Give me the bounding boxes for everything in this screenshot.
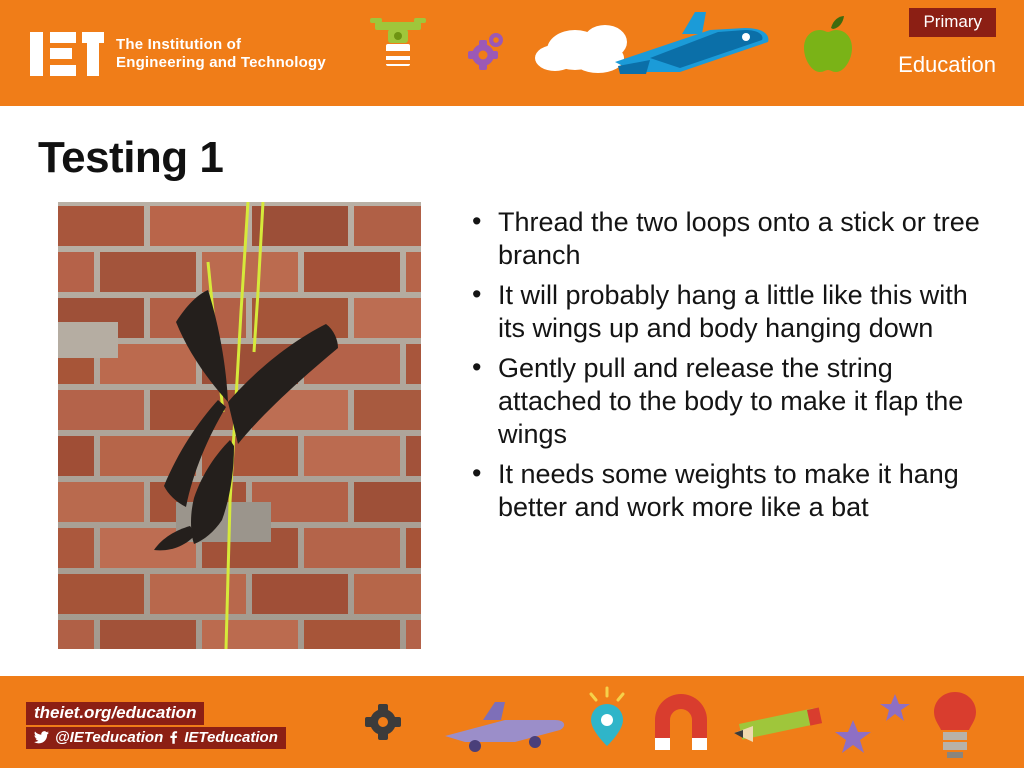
list-item: • It needs some weights to make it hang better and work more like a bat	[466, 458, 986, 524]
list-item: • Gently pull and release the string attached to the body to make it flap the wings	[466, 352, 986, 451]
header-illustration-group	[350, 0, 870, 106]
logo-letter-i	[30, 32, 43, 76]
gear-icon	[365, 704, 401, 740]
facebook-icon	[169, 731, 178, 744]
star-icon	[880, 694, 910, 721]
star-icon	[835, 720, 871, 753]
iet-logo-line1: The Institution of	[116, 36, 242, 53]
iet-logo-line2: Engineering and Technology	[116, 54, 326, 71]
space-shuttle-icon	[615, 12, 768, 74]
twitter-handle: @IETeducation	[55, 729, 164, 746]
plane-icon	[445, 702, 564, 752]
education-label: Education	[898, 52, 996, 77]
logo-letter-e	[50, 32, 76, 76]
twitter-icon	[34, 731, 49, 744]
slide-header	[0, 0, 1024, 106]
slide-footer	[0, 676, 1024, 768]
apple-icon	[804, 16, 852, 72]
page-title: Testing 1	[38, 133, 224, 182]
logo-letter-t	[82, 32, 104, 76]
magnet-icon	[655, 694, 707, 750]
bulb-icon	[934, 692, 976, 758]
photo-content	[58, 202, 421, 649]
facebook-handle: IETeducation	[184, 729, 278, 746]
list-item: • Thread the two loops onto a stick or tree branch	[466, 206, 986, 272]
footer-illustration-group	[355, 676, 995, 768]
pencil-icon	[734, 708, 822, 742]
footer-social-handles[interactable]	[26, 727, 286, 749]
list-item: • It will probably hang a little like this with its wings up and body hanging down	[466, 279, 986, 345]
cloud-icon	[535, 25, 627, 73]
iet-logo-wordmark	[116, 36, 326, 72]
primary-badge: Primary	[909, 8, 996, 37]
bullet-list	[466, 206, 986, 531]
iet-logo	[30, 32, 326, 76]
drone-icon	[370, 18, 426, 66]
lightbulb-pin-icon	[591, 688, 623, 746]
footer-website-link[interactable]: theiet.org/education	[26, 702, 204, 725]
bat-model-photo	[58, 202, 421, 649]
gears-icon	[468, 33, 503, 70]
iet-logo-mark	[30, 32, 102, 76]
